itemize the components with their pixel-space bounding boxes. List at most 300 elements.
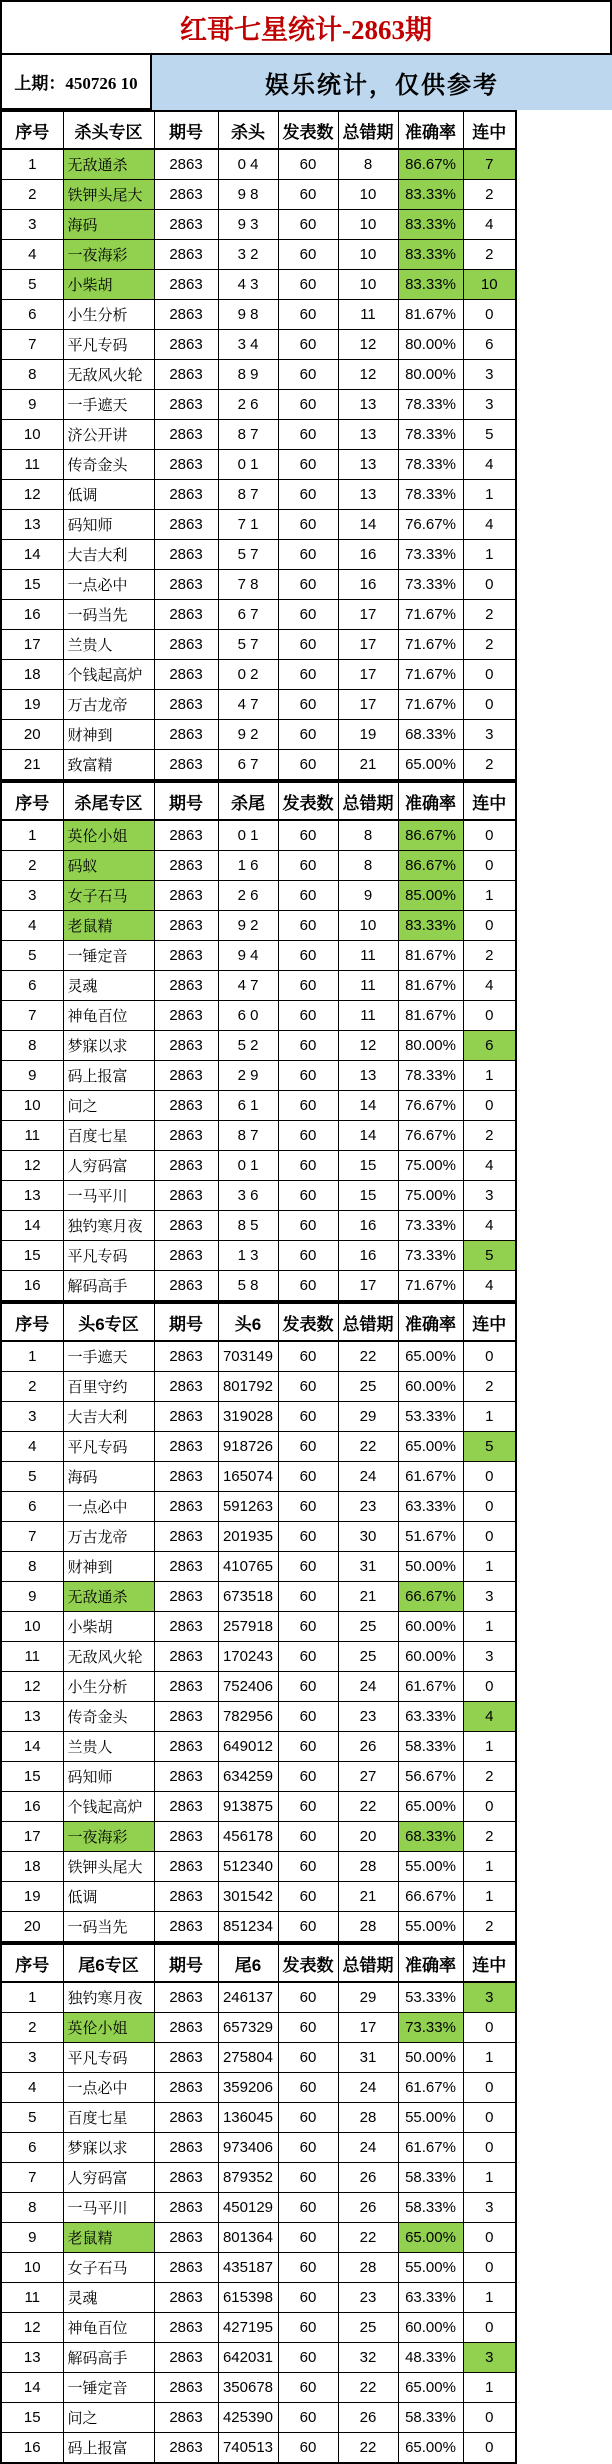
cell-no: 8 xyxy=(1,360,63,390)
cell-wrong: 26 xyxy=(338,1732,398,1762)
cell-no: 5 xyxy=(1,270,63,300)
cell-published: 60 xyxy=(278,570,338,600)
cell-accuracy: 83.33% xyxy=(398,911,463,941)
cell-published: 60 xyxy=(278,1121,338,1151)
cell-no: 7 xyxy=(1,1522,63,1552)
cell-value: 634259 xyxy=(218,1762,278,1792)
cell-accuracy: 71.67% xyxy=(398,630,463,660)
cell-wrong: 15 xyxy=(338,1151,398,1181)
column-header-published: 发表数 xyxy=(278,1944,338,1982)
cell-name: 一点必中 xyxy=(63,1492,154,1522)
cell-name: 百度七星 xyxy=(63,2103,154,2133)
cell-streak: 0 xyxy=(463,1522,516,1552)
cell-issue: 2863 xyxy=(154,1852,218,1882)
cell-value: 801364 xyxy=(218,2223,278,2253)
cell-streak: 1 xyxy=(463,1882,516,1912)
cell-no: 8 xyxy=(1,2193,63,2223)
cell-name: 人穷码富 xyxy=(63,2163,154,2193)
cell-value: 257918 xyxy=(218,1612,278,1642)
cell-name: 海码 xyxy=(63,210,154,240)
cell-no: 1 xyxy=(1,820,63,851)
cell-value: 7 1 xyxy=(218,510,278,540)
cell-accuracy: 65.00% xyxy=(398,750,463,781)
cell-published: 60 xyxy=(278,1822,338,1852)
cell-accuracy: 65.00% xyxy=(398,2433,463,2464)
cell-value: 0 2 xyxy=(218,660,278,690)
cell-issue: 2863 xyxy=(154,1181,218,1211)
cell-accuracy: 61.67% xyxy=(398,1672,463,1702)
cell-published: 60 xyxy=(278,330,338,360)
cell-name: 大吉大利 xyxy=(63,1402,154,1432)
cell-accuracy: 78.33% xyxy=(398,1061,463,1091)
cell-accuracy: 86.67% xyxy=(398,851,463,881)
cell-wrong: 31 xyxy=(338,2043,398,2073)
cell-no: 5 xyxy=(1,2103,63,2133)
cell-issue: 2863 xyxy=(154,881,218,911)
cell-no: 12 xyxy=(1,2313,63,2343)
cell-issue: 2863 xyxy=(154,2073,218,2103)
cell-no: 5 xyxy=(1,1462,63,1492)
cell-streak: 3 xyxy=(463,2193,516,2223)
cell-issue: 2863 xyxy=(154,2283,218,2313)
cell-issue: 2863 xyxy=(154,420,218,450)
table-row xyxy=(1,1181,516,1211)
cell-streak: 1 xyxy=(463,881,516,911)
cell-streak: 0 xyxy=(463,2013,516,2043)
cell-name: 铁钾头尾大 xyxy=(63,180,154,210)
cell-issue: 2863 xyxy=(154,300,218,330)
cell-no: 5 xyxy=(1,941,63,971)
cell-wrong: 22 xyxy=(338,2433,398,2464)
table-row xyxy=(1,881,516,911)
cell-accuracy: 71.67% xyxy=(398,660,463,690)
cell-name: 码上报富 xyxy=(63,1061,154,1091)
cell-issue: 2863 xyxy=(154,2163,218,2193)
cell-published: 60 xyxy=(278,1061,338,1091)
cell-issue: 2863 xyxy=(154,1001,218,1031)
cell-value: 6 0 xyxy=(218,1001,278,1031)
cell-value: 4 3 xyxy=(218,270,278,300)
cell-streak: 3 xyxy=(463,1982,516,2013)
cell-streak: 2 xyxy=(463,750,516,781)
cell-no: 20 xyxy=(1,1912,63,1943)
cell-accuracy: 76.67% xyxy=(398,510,463,540)
cell-name: 小生分析 xyxy=(63,300,154,330)
cell-streak: 2 xyxy=(463,630,516,660)
cell-name: 兰贵人 xyxy=(63,630,154,660)
cell-accuracy: 63.33% xyxy=(398,2283,463,2313)
table-row xyxy=(1,2343,516,2373)
cell-streak: 4 xyxy=(463,1702,516,1732)
table-row xyxy=(1,2043,516,2073)
column-header-no: 序号 xyxy=(1,1303,63,1341)
cell-accuracy: 80.00% xyxy=(398,1031,463,1061)
table-row xyxy=(1,1852,516,1882)
cell-accuracy: 60.00% xyxy=(398,1612,463,1642)
cell-no: 2 xyxy=(1,851,63,881)
table-row xyxy=(1,1432,516,1462)
cell-wrong: 23 xyxy=(338,1702,398,1732)
cell-no: 9 xyxy=(1,390,63,420)
cell-issue: 2863 xyxy=(154,750,218,781)
table-row xyxy=(1,149,516,180)
cell-streak: 0 xyxy=(463,2103,516,2133)
cell-value: 450129 xyxy=(218,2193,278,2223)
table-row xyxy=(1,1402,516,1432)
cell-published: 60 xyxy=(278,480,338,510)
cell-no: 15 xyxy=(1,1762,63,1792)
table-row xyxy=(1,1912,516,1943)
cell-published: 60 xyxy=(278,1432,338,1462)
cell-accuracy: 51.67% xyxy=(398,1522,463,1552)
cell-no: 14 xyxy=(1,1732,63,1762)
column-header-streak: 连中 xyxy=(463,782,516,820)
cell-no: 13 xyxy=(1,1702,63,1732)
column-header-name: 杀尾专区 xyxy=(63,782,154,820)
cell-value: 9 8 xyxy=(218,180,278,210)
cell-wrong: 9 xyxy=(338,881,398,911)
cell-accuracy: 75.00% xyxy=(398,1151,463,1181)
cell-name: 海码 xyxy=(63,1462,154,1492)
cell-accuracy: 58.33% xyxy=(398,2163,463,2193)
cell-streak: 0 xyxy=(463,2433,516,2464)
cell-accuracy: 55.00% xyxy=(398,2253,463,2283)
cell-value: 740513 xyxy=(218,2433,278,2464)
cell-published: 60 xyxy=(278,540,338,570)
table-row xyxy=(1,2223,516,2253)
cell-streak: 2 xyxy=(463,1912,516,1943)
cell-issue: 2863 xyxy=(154,1432,218,1462)
column-header-streak: 连中 xyxy=(463,1944,516,1982)
cell-accuracy: 68.33% xyxy=(398,720,463,750)
cell-issue: 2863 xyxy=(154,1211,218,1241)
cell-name: 一手遮天 xyxy=(63,1341,154,1372)
table-row xyxy=(1,360,516,390)
cell-issue: 2863 xyxy=(154,1762,218,1792)
cell-accuracy: 75.00% xyxy=(398,1181,463,1211)
cell-accuracy: 83.33% xyxy=(398,210,463,240)
cell-name: 码知师 xyxy=(63,1762,154,1792)
cell-no: 17 xyxy=(1,630,63,660)
cell-value: 3 4 xyxy=(218,330,278,360)
cell-streak: 1 xyxy=(463,480,516,510)
cell-issue: 2863 xyxy=(154,971,218,1001)
cell-accuracy: 58.33% xyxy=(398,1732,463,1762)
cell-value: 512340 xyxy=(218,1852,278,1882)
cell-streak: 0 xyxy=(463,1462,516,1492)
cell-streak: 3 xyxy=(463,1181,516,1211)
cell-name: 解码高手 xyxy=(63,1271,154,1302)
cell-value: 973406 xyxy=(218,2133,278,2163)
cell-published: 60 xyxy=(278,2283,338,2313)
cell-no: 3 xyxy=(1,2043,63,2073)
cell-streak: 2 xyxy=(463,240,516,270)
cell-issue: 2863 xyxy=(154,540,218,570)
cell-name: 一锤定音 xyxy=(63,941,154,971)
cell-wrong: 10 xyxy=(338,210,398,240)
table-row xyxy=(1,2373,516,2403)
cell-name: 无敌风火轮 xyxy=(63,1642,154,1672)
cell-published: 60 xyxy=(278,720,338,750)
cell-published: 60 xyxy=(278,1982,338,2013)
cell-name: 大吉大利 xyxy=(63,540,154,570)
cell-value: 4 7 xyxy=(218,690,278,720)
cell-streak: 0 xyxy=(463,911,516,941)
cell-no: 2 xyxy=(1,180,63,210)
cell-wrong: 14 xyxy=(338,510,398,540)
subheader xyxy=(0,55,612,110)
cell-no: 18 xyxy=(1,1852,63,1882)
cell-value: 0 1 xyxy=(218,450,278,480)
cell-name: 财神到 xyxy=(63,720,154,750)
cell-issue: 2863 xyxy=(154,2103,218,2133)
cell-accuracy: 58.33% xyxy=(398,2193,463,2223)
cell-published: 60 xyxy=(278,1402,338,1432)
cell-streak: 4 xyxy=(463,510,516,540)
cell-no: 19 xyxy=(1,1882,63,1912)
cell-value: 435187 xyxy=(218,2253,278,2283)
table-row xyxy=(1,660,516,690)
cell-streak: 4 xyxy=(463,1271,516,1302)
table-row xyxy=(1,1211,516,1241)
cell-issue: 2863 xyxy=(154,1552,218,1582)
table-row xyxy=(1,1702,516,1732)
cell-no: 1 xyxy=(1,1341,63,1372)
cell-value: 9 3 xyxy=(218,210,278,240)
cell-no: 13 xyxy=(1,2343,63,2373)
cell-streak: 3 xyxy=(463,1582,516,1612)
cell-name: 灵魂 xyxy=(63,2283,154,2313)
cell-no: 18 xyxy=(1,660,63,690)
cell-name: 英伦小姐 xyxy=(63,820,154,851)
cell-streak: 0 xyxy=(463,1091,516,1121)
cell-value: 879352 xyxy=(218,2163,278,2193)
cell-streak: 1 xyxy=(463,1732,516,1762)
cell-issue: 2863 xyxy=(154,1241,218,1271)
cell-accuracy: 66.67% xyxy=(398,1882,463,1912)
kill-head-table xyxy=(0,110,517,781)
cell-streak: 3 xyxy=(463,1642,516,1672)
cell-name: 独钓寒月夜 xyxy=(63,1211,154,1241)
cell-streak: 6 xyxy=(463,1031,516,1061)
cell-value: 2 6 xyxy=(218,390,278,420)
table-row xyxy=(1,1151,516,1181)
column-header-wrong: 总错期 xyxy=(338,1303,398,1341)
cell-value: 649012 xyxy=(218,1732,278,1762)
table-row xyxy=(1,210,516,240)
cell-streak: 0 xyxy=(463,2403,516,2433)
cell-issue: 2863 xyxy=(154,1702,218,1732)
cell-wrong: 21 xyxy=(338,1582,398,1612)
cell-wrong: 23 xyxy=(338,1492,398,1522)
cell-no: 2 xyxy=(1,1372,63,1402)
cell-streak: 0 xyxy=(463,1672,516,1702)
column-header-no: 序号 xyxy=(1,1944,63,1982)
cell-value: 165074 xyxy=(218,1462,278,1492)
cell-no: 4 xyxy=(1,240,63,270)
cell-name: 个钱起高炉 xyxy=(63,660,154,690)
cell-streak: 0 xyxy=(463,1792,516,1822)
cell-value: 8 7 xyxy=(218,420,278,450)
cell-no: 2 xyxy=(1,2013,63,2043)
cell-issue: 2863 xyxy=(154,630,218,660)
cell-issue: 2863 xyxy=(154,240,218,270)
cell-published: 60 xyxy=(278,149,338,180)
header-row xyxy=(1,1944,516,1982)
column-header-name: 尾6专区 xyxy=(63,1944,154,1982)
cell-no: 14 xyxy=(1,2373,63,2403)
cell-value: 5 8 xyxy=(218,1271,278,1302)
cell-issue: 2863 xyxy=(154,360,218,390)
cell-streak: 4 xyxy=(463,210,516,240)
table-row xyxy=(1,1672,516,1702)
cell-accuracy: 56.67% xyxy=(398,1762,463,1792)
table-row xyxy=(1,1822,516,1852)
column-header-streak: 连中 xyxy=(463,111,516,149)
cell-published: 60 xyxy=(278,690,338,720)
cell-name: 问之 xyxy=(63,1091,154,1121)
table-row xyxy=(1,1732,516,1762)
cell-no: 14 xyxy=(1,1211,63,1241)
cell-streak: 1 xyxy=(463,540,516,570)
cell-wrong: 17 xyxy=(338,1271,398,1302)
cell-published: 60 xyxy=(278,2163,338,2193)
cell-wrong: 14 xyxy=(338,1091,398,1121)
table-row xyxy=(1,1612,516,1642)
table-row xyxy=(1,1642,516,1672)
cell-accuracy: 63.33% xyxy=(398,1702,463,1732)
cell-streak: 1 xyxy=(463,1061,516,1091)
cell-name: 传奇金头 xyxy=(63,450,154,480)
cell-accuracy: 60.00% xyxy=(398,1642,463,1672)
cell-accuracy: 71.67% xyxy=(398,1271,463,1302)
cell-accuracy: 58.33% xyxy=(398,2403,463,2433)
cell-issue: 2863 xyxy=(154,180,218,210)
page-title: 红哥七星统计-2863期 xyxy=(0,0,612,55)
cell-wrong: 17 xyxy=(338,600,398,630)
table-row xyxy=(1,720,516,750)
cell-value: 615398 xyxy=(218,2283,278,2313)
cell-name: 万古龙帝 xyxy=(63,1522,154,1552)
cell-wrong: 27 xyxy=(338,1762,398,1792)
cell-published: 60 xyxy=(278,1732,338,1762)
cell-accuracy: 73.33% xyxy=(398,1241,463,1271)
cell-published: 60 xyxy=(278,2343,338,2373)
cell-value: 456178 xyxy=(218,1822,278,1852)
cell-streak: 2 xyxy=(463,1822,516,1852)
cell-published: 60 xyxy=(278,240,338,270)
column-header-wrong: 总错期 xyxy=(338,111,398,149)
cell-wrong: 20 xyxy=(338,1822,398,1852)
cell-wrong: 31 xyxy=(338,1552,398,1582)
cell-no: 1 xyxy=(1,1982,63,2013)
cell-published: 60 xyxy=(278,971,338,1001)
table-row xyxy=(1,2403,516,2433)
cell-value: 170243 xyxy=(218,1642,278,1672)
cell-no: 10 xyxy=(1,1612,63,1642)
cell-wrong: 11 xyxy=(338,941,398,971)
cell-name: 平凡专码 xyxy=(63,2043,154,2073)
cell-wrong: 10 xyxy=(338,240,398,270)
cell-name: 低调 xyxy=(63,1882,154,1912)
table-row xyxy=(1,1582,516,1612)
cell-value: 8 7 xyxy=(218,480,278,510)
cell-published: 60 xyxy=(278,2373,338,2403)
table-row xyxy=(1,2103,516,2133)
table-row xyxy=(1,540,516,570)
cell-accuracy: 85.00% xyxy=(398,881,463,911)
cell-published: 60 xyxy=(278,1341,338,1372)
column-header-issue: 期号 xyxy=(154,111,218,149)
cell-no: 16 xyxy=(1,1792,63,1822)
cell-value: 359206 xyxy=(218,2073,278,2103)
cell-streak: 0 xyxy=(463,1341,516,1372)
cell-streak: 3 xyxy=(463,2343,516,2373)
cell-value: 1 3 xyxy=(218,1241,278,1271)
cell-published: 60 xyxy=(278,1762,338,1792)
cell-value: 6 7 xyxy=(218,600,278,630)
cell-issue: 2863 xyxy=(154,570,218,600)
cell-no: 7 xyxy=(1,2163,63,2193)
cell-issue: 2863 xyxy=(154,2223,218,2253)
cell-name: 人穷码富 xyxy=(63,1151,154,1181)
cell-accuracy: 63.33% xyxy=(398,1492,463,1522)
cell-wrong: 29 xyxy=(338,1402,398,1432)
cell-published: 60 xyxy=(278,180,338,210)
cell-wrong: 25 xyxy=(338,2313,398,2343)
cell-published: 60 xyxy=(278,2013,338,2043)
cell-value: 301542 xyxy=(218,1882,278,1912)
cell-streak: 5 xyxy=(463,1241,516,1271)
cell-accuracy: 78.33% xyxy=(398,390,463,420)
cell-no: 10 xyxy=(1,420,63,450)
cell-name: 独钓寒月夜 xyxy=(63,1982,154,2013)
cell-streak: 0 xyxy=(463,2253,516,2283)
table-row xyxy=(1,2283,516,2313)
header-row xyxy=(1,111,516,149)
cell-published: 60 xyxy=(278,2313,338,2343)
last-issue-label: 上期：450726 10 xyxy=(0,55,152,110)
cell-wrong: 16 xyxy=(338,540,398,570)
cell-wrong: 22 xyxy=(338,1432,398,1462)
cell-no: 13 xyxy=(1,510,63,540)
cell-accuracy: 76.67% xyxy=(398,1091,463,1121)
table-row xyxy=(1,1091,516,1121)
cell-accuracy: 53.33% xyxy=(398,1402,463,1432)
cell-wrong: 17 xyxy=(338,2013,398,2043)
cell-value: 9 2 xyxy=(218,911,278,941)
cell-streak: 1 xyxy=(463,1852,516,1882)
cell-issue: 2863 xyxy=(154,2433,218,2464)
cell-wrong: 21 xyxy=(338,1882,398,1912)
cell-value: 591263 xyxy=(218,1492,278,1522)
column-header-value: 杀尾 xyxy=(218,782,278,820)
table-row xyxy=(1,600,516,630)
cell-name: 码上报富 xyxy=(63,2433,154,2464)
cell-issue: 2863 xyxy=(154,450,218,480)
table-row xyxy=(1,911,516,941)
cell-accuracy: 61.67% xyxy=(398,2073,463,2103)
cell-streak: 1 xyxy=(463,2163,516,2193)
table-row xyxy=(1,1792,516,1822)
cell-issue: 2863 xyxy=(154,720,218,750)
cell-value: 752406 xyxy=(218,1672,278,1702)
column-header-published: 发表数 xyxy=(278,782,338,820)
table-row xyxy=(1,300,516,330)
column-header-accuracy: 准确率 xyxy=(398,1303,463,1341)
cell-value: 2 6 xyxy=(218,881,278,911)
table-row xyxy=(1,1061,516,1091)
